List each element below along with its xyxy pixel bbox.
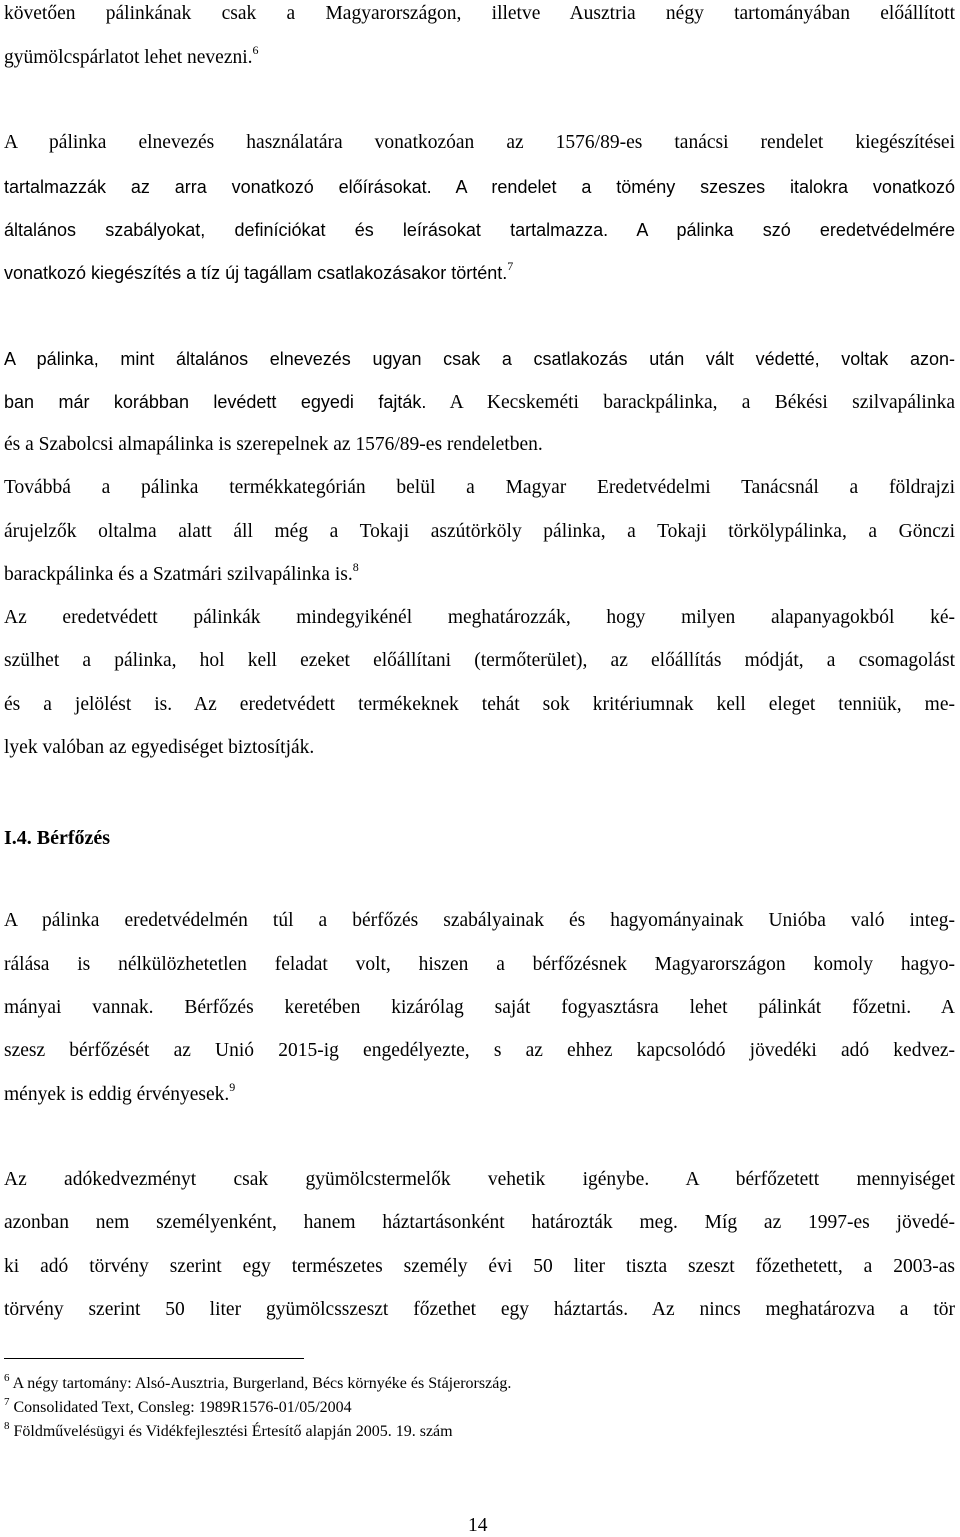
- text-run: gyümölcspárlatot lehet nevezni.: [4, 47, 253, 68]
- paragraph-line: [4, 559, 955, 587]
- text-run: ban már korábban levédett egyedi fajták.: [4, 392, 427, 412]
- text-run: Az eredetvédett pálinkák mindegyikénél meghatározzák, hogy milyen alapanyagokból ké-: [4, 607, 955, 628]
- footnote-number: 6: [4, 1371, 10, 1384]
- paragraph-line: [4, 347, 955, 372]
- text-run: törvény szerint 50 liter gyümölcsszeszt főzethet egy háztartás. Az nincs meghatározva a tör: [4, 1299, 955, 1320]
- paragraph-line: [4, 218, 955, 243]
- footnote-number: 8: [4, 1419, 10, 1432]
- paragraph-line: [4, 649, 955, 673]
- text-run: A rendelet a tömény szeszes italokra vonatkozó: [431, 177, 955, 197]
- paragraph-line: [4, 1168, 955, 1192]
- paragraph-line: [4, 390, 955, 415]
- text-run: A Kecskeméti barackpálinka, a Békési szilvapálinka: [426, 392, 955, 413]
- paragraph-line: [4, 258, 955, 286]
- text-run: A pálinka szó eredetvédelmére: [608, 220, 956, 240]
- paragraph-line: [4, 520, 955, 544]
- footnote-text: Consolidated Text, Consleg: 1989R1576-01/05/2004: [13, 1399, 352, 1416]
- text-run: általános szabályokat, definíciókat és leírásokat tartalmazza.: [4, 220, 609, 240]
- paragraph-line: [4, 1211, 955, 1235]
- text-run: tartalmazzák az arra vonatkozó előírásokat.: [4, 177, 432, 197]
- text-run: mények is eddig érvényesek.: [4, 1084, 230, 1105]
- paragraph-line: [4, 909, 955, 933]
- footnote-ref[interactable]: 9: [229, 1079, 236, 1094]
- text-run: árujelzők oltalma alatt áll még a Tokaji aszútörköly pálinka, a Tokaji törkölypálinka, a Gönczi: [4, 521, 955, 542]
- text-run: követően pálinkának csak a Magyarországon, illetve Ausztria négy tartományában előállított: [4, 3, 955, 24]
- footnote: [4, 1395, 352, 1418]
- paragraph-line: [4, 175, 955, 200]
- text-run: azonban nem személyenként, hanem háztartásonként határozták meg. Míg az 1997-es jövedé-: [4, 1212, 955, 1233]
- paragraph-line: [4, 433, 955, 457]
- text-run: szesz bérfőzését az Unió 2015-ig engedélyezte, s az ehhez kapcsolódó jövedéki adó kedvez-: [4, 1040, 955, 1061]
- paragraph-line: [4, 131, 955, 155]
- footnote-number: 7: [4, 1395, 10, 1408]
- text-run: vonatkozó kiegészítés a tíz új tagállam csatlakozásakor történt.: [4, 263, 508, 283]
- paragraph-line: [4, 996, 955, 1020]
- text-run: A pálinka elnevezés használatára vonatkozóan az 1576/89-es tanácsi rendelet kiegészítései: [4, 132, 955, 153]
- paragraph-line: [4, 42, 955, 70]
- paragraph-line: [4, 1255, 955, 1279]
- text-run: ki adó törvény szerint egy természetes személy évi 50 liter tiszta szeszt főzethetett, a 2003-as: [4, 1256, 955, 1277]
- text-run: és a jelölést is. Az eredetvédett termékeknek tehát sok kritériumnak kell eleget tenniük, me-: [4, 694, 955, 715]
- paragraph-line: [4, 476, 955, 500]
- section-heading: I.4. Bérfőzés: [4, 827, 111, 849]
- text-run: rálása is nélkülözhetetlen feladat volt, hiszen a bérfőzésnek Magyarországon komoly hagyo-: [4, 954, 955, 975]
- paragraph-line: [4, 1039, 955, 1063]
- footnote-ref[interactable]: 6: [252, 42, 259, 57]
- paragraph-line: [4, 953, 955, 977]
- paragraph-line: [4, 606, 955, 630]
- page-number: 14: [468, 1515, 488, 1536]
- text-run: és a Szabolcsi almapálinka is szerepelnek az 1576/89-es rendeletben.: [4, 434, 543, 455]
- paragraph-line: [4, 2, 955, 26]
- text-run: Az adókedvezményt csak gyümölcstermelők vehetik igénybe. A bérfőzetett mennyiséget: [4, 1169, 955, 1190]
- footnote: [4, 1419, 453, 1442]
- paragraph-line: [4, 693, 955, 717]
- text-run: barackpálinka és a Szatmári szilvapálinka is.: [4, 564, 353, 585]
- footnote-text: Földművelésügyi és Vidékfejlesztési Értesítő alapján 2005. 19. szám: [13, 1423, 453, 1440]
- paragraph-line: [4, 1298, 955, 1322]
- footnote-separator: [4, 1358, 304, 1359]
- paragraph-line: [4, 736, 955, 760]
- footnote-ref[interactable]: 8: [352, 559, 359, 574]
- text-run: mányai vannak. Bérfőzés keretében kizárólag saját fogyasztásra lehet pálinkát főzetni. A: [4, 997, 955, 1018]
- text-run: Továbbá a pálinka termékkategórián belül a Magyar Eredetvédelmi Tanácsnál a földrajzi: [4, 477, 955, 498]
- paragraph-line: [4, 1079, 955, 1107]
- text-run: A pálinka eredetvédelmén túl a bérfőzés szabályainak és hagyományainak Unióba való integ-: [4, 910, 955, 931]
- text-run: lyek valóban az egyediséget biztosítják.: [4, 737, 315, 758]
- text-run: A pálinka, mint általános elnevezés ugyan csak a csatlakozás után vált védetté, voltak azon-: [4, 349, 955, 369]
- footnote-ref[interactable]: 7: [507, 258, 514, 273]
- text-run: szülhet a pálinka, hol kell ezeket előállítani (termőterület), az előállítás módját, a csomagolást: [4, 650, 955, 671]
- footnote: [4, 1371, 512, 1394]
- footnote-text: A négy tartomány: Alsó-Ausztria, Burgerland, Bécs környéke és Stájerország.: [12, 1375, 512, 1392]
